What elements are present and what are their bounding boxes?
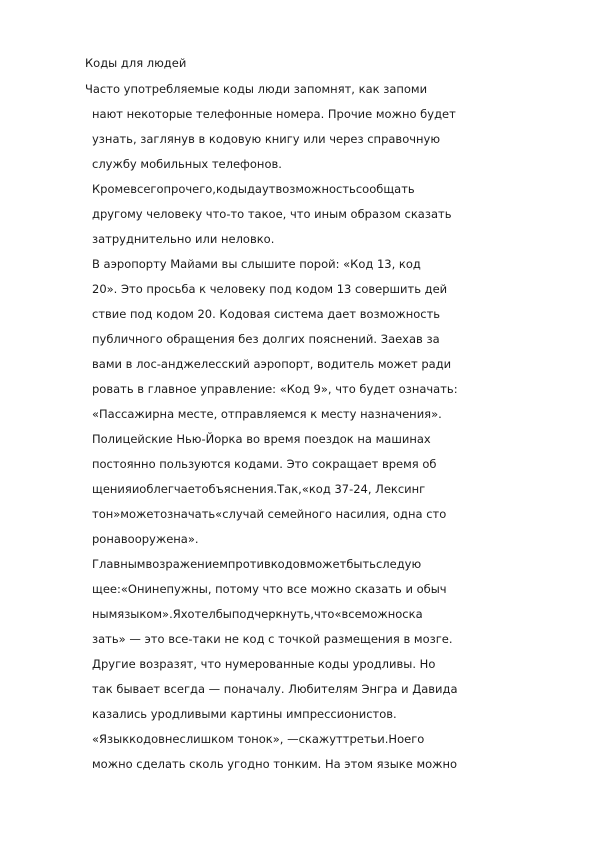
document-title: Коды для людей — [85, 56, 187, 70]
text-line: службу мобильных телефонов. — [92, 157, 282, 171]
text-line: нымязыком».Яхотелбыподчеркнуть,что«всеможноска — [92, 607, 423, 621]
text-line: щенияиоблегчаетобъяснения.Так,«код 37-24, Лексинг — [92, 482, 426, 496]
text-line: ровать в главное управление: «Код 9», что будет означать: — [92, 382, 458, 396]
document-body — [0, 77, 595, 777]
text-line: другому человеку что-то такое, что иным образом сказать — [92, 207, 452, 221]
text-line: Другие возразят, что нумерованные коды уродливы. Но — [92, 657, 436, 671]
text-line: узнать, заглянув в кодовую книгу или через справочную — [92, 132, 441, 146]
text-line: публичного обращения без долгих пояснений. Заехав за — [92, 332, 440, 346]
text-line: можно сделать сколь угодно тонким. На этом языке можно — [92, 757, 458, 771]
text-line: так бывает всегда — поначалу. Любителям Энгра и Давида — [92, 682, 458, 696]
text-line: нают некоторые телефонные номера. Прочие можно будет — [92, 107, 456, 121]
text-line: вами в лос-анджелесский аэропорт, водитель может ради — [92, 357, 452, 371]
text-line: Полицейские Нью-Йорка во время поездок на машинах — [92, 432, 431, 446]
text-line: Часто употребляемые коды люди запомнят, как запоми — [85, 82, 428, 96]
text-line: зать» — это все-таки не код с точкой размещения в мозге. — [92, 632, 453, 646]
text-line: Кромевсегопрочего,кодыдаутвозможностьсообщать — [92, 182, 415, 196]
text-line: постоянно пользуются кодами. Это сокращает время об — [92, 457, 437, 471]
text-line: Главнымвозражениемпротивкодовможетбытьследую — [92, 557, 422, 571]
text-line: казались уродливыми картины импрессионистов. — [92, 707, 397, 721]
text-line: щее:«Онинепужны, потому что все можно сказать и обыч — [92, 582, 447, 596]
text-line: 20». Это просьба к человеку под кодом 13 совершить дей — [92, 282, 448, 296]
text-line: «Пассажирна месте, отправляемся к месту назначения». — [92, 407, 442, 421]
text-line: «Языккодовнеслишком тонок», —скажуттретьи.Ноего — [92, 732, 425, 746]
text-line: В аэропорту Майами вы слышите порой: «Код 13, код — [92, 257, 421, 271]
text-line: тон»можетозначать«случай семейного насилия, одна сто — [92, 507, 447, 521]
text-line: ронавооружена». — [92, 532, 199, 546]
text-line: затруднительно или неловко. — [92, 232, 275, 246]
text-line: ствие под кодом 20. Кодовая система дает возможность — [92, 307, 441, 321]
